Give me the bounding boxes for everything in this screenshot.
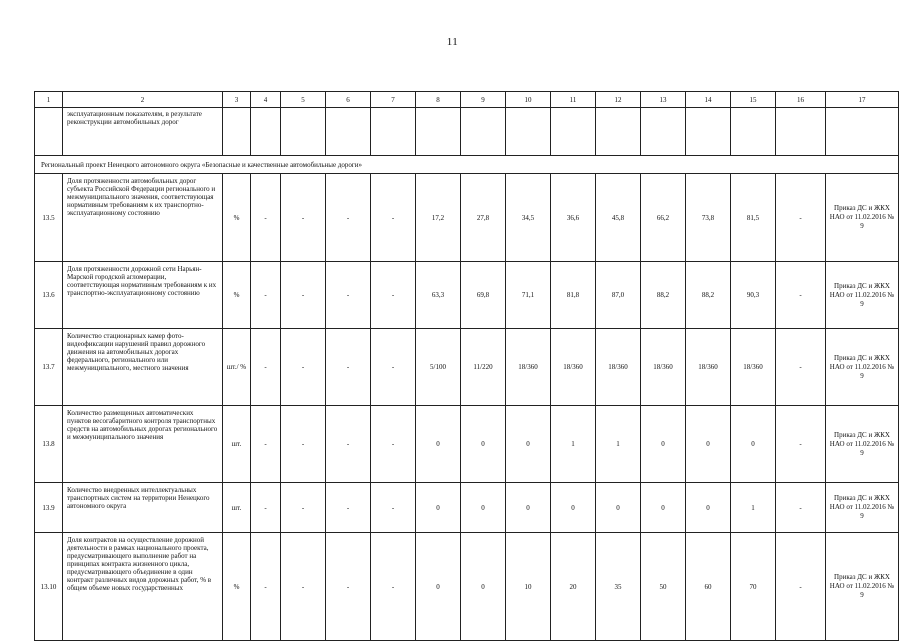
column-header: 5 <box>281 92 326 108</box>
value-cell: 0 <box>686 483 731 533</box>
value-cell: 0 <box>596 483 641 533</box>
indicator-name: Доля протяженности дорожной сети Нарьян-Марской городской агломерации, соответствующая нормативным требованиям к их транспортно-эксплуатационному состоянию <box>63 262 223 329</box>
value-cell: - <box>251 262 281 329</box>
row-number: 13.6 <box>35 262 63 329</box>
unit-cell: шт. <box>223 483 251 533</box>
value-cell: 63,3 <box>416 262 461 329</box>
column-header: 15 <box>731 92 776 108</box>
unit-cell: % <box>223 533 251 641</box>
value-cell: - <box>281 329 326 406</box>
value-cell: - <box>776 406 826 483</box>
value-cell: - <box>251 533 281 641</box>
value-cell: 88,2 <box>641 262 686 329</box>
column-header: 9 <box>461 92 506 108</box>
value-cell: - <box>281 262 326 329</box>
indicator-name: Количество размещенных автоматических пунктов весогабаритного контроля транспортных средств на автомобильных дорогах регионального и межмуниципального значения <box>63 406 223 483</box>
value-cell: - <box>371 533 416 641</box>
value-cell: - <box>281 533 326 641</box>
unit-cell: % <box>223 174 251 262</box>
value-cell: 0 <box>416 483 461 533</box>
value-cell: - <box>371 329 416 406</box>
column-header: 17 <box>826 92 899 108</box>
value-cell: - <box>326 406 371 483</box>
table-row <box>35 406 899 483</box>
unit-cell: % <box>223 262 251 329</box>
value-cell: 73,8 <box>686 174 731 262</box>
basis-cell: Приказ ДС и ЖКХ НАО от 11.02.2016 № 9 <box>826 406 899 483</box>
value-cell: - <box>251 483 281 533</box>
value-cell: - <box>776 174 826 262</box>
continuation-row <box>35 108 899 156</box>
value-cell: 0 <box>461 483 506 533</box>
basis-cell: Приказ ДС и ЖКХ НАО от 11.02.2016 № 9 <box>826 329 899 406</box>
value-cell: 18/360 <box>551 329 596 406</box>
value-cell: - <box>776 483 826 533</box>
value-cell: 0 <box>686 406 731 483</box>
value-cell: - <box>371 406 416 483</box>
continuation-name: эксплуатационным показателям, в результате реконструкции автомобильных дорог <box>63 108 223 156</box>
value-cell: - <box>371 174 416 262</box>
value-cell: 0 <box>506 483 551 533</box>
value-cell: - <box>326 262 371 329</box>
column-header: 2 <box>63 92 223 108</box>
value-cell: 10 <box>506 533 551 641</box>
basis-cell: Приказ ДС и ЖКХ НАО от 11.02.2016 № 9 <box>826 174 899 262</box>
value-cell: 0 <box>506 406 551 483</box>
value-cell: - <box>776 329 826 406</box>
basis-cell: Приказ ДС и ЖКХ НАО от 11.02.2016 № 9 <box>826 533 899 641</box>
value-cell: 0 <box>461 406 506 483</box>
row-number: 13.10 <box>35 533 63 641</box>
value-cell: 0 <box>551 483 596 533</box>
value-cell: 18/360 <box>731 329 776 406</box>
value-cell: 69,8 <box>461 262 506 329</box>
value-cell: - <box>776 533 826 641</box>
value-cell: 60 <box>686 533 731 641</box>
value-cell: 45,8 <box>596 174 641 262</box>
indicators-table <box>34 91 899 641</box>
table-row <box>35 262 899 329</box>
value-cell: - <box>281 406 326 483</box>
unit-cell: шт. <box>223 406 251 483</box>
value-cell: 27,8 <box>461 174 506 262</box>
column-header: 11 <box>551 92 596 108</box>
value-cell: 50 <box>641 533 686 641</box>
column-header: 13 <box>641 92 686 108</box>
value-cell: 81,8 <box>551 262 596 329</box>
column-header: 1 <box>35 92 63 108</box>
row-number: 13.5 <box>35 174 63 262</box>
value-cell: 0 <box>641 406 686 483</box>
value-cell: - <box>371 483 416 533</box>
value-cell: 35 <box>596 533 641 641</box>
value-cell: 36,6 <box>551 174 596 262</box>
basis-cell: Приказ ДС и ЖКХ НАО от 11.02.2016 № 9 <box>826 483 899 533</box>
column-header: 14 <box>686 92 731 108</box>
value-cell: - <box>326 329 371 406</box>
value-cell: 66,2 <box>641 174 686 262</box>
indicator-name: Количество внедренных интеллектуальных транспортных систем на территории Ненецкого автономного округа <box>63 483 223 533</box>
indicator-name: Количество стационарных камер фото-видеофиксации нарушений правил дорожного движения на автомобильных дорогах федерального, регионального или межмуниципального, местного значения <box>63 329 223 406</box>
table-row <box>35 174 899 262</box>
value-cell: - <box>251 406 281 483</box>
column-header: 6 <box>326 92 371 108</box>
value-cell: 88,2 <box>686 262 731 329</box>
value-cell: - <box>776 262 826 329</box>
indicator-name: Доля контрактов на осуществление дорожной деятельности в рамках национального проекта, предусматривающего выполнение работ на принципах контракта жизненного цикла, предусматривающего объединение в один контракт различных видов дорожных работ, % в общем объеме новых государственных <box>63 533 223 641</box>
header-row <box>35 92 899 108</box>
value-cell: 18/360 <box>506 329 551 406</box>
value-cell: 0 <box>416 406 461 483</box>
value-cell: - <box>281 483 326 533</box>
value-cell: 18/360 <box>686 329 731 406</box>
column-header: 10 <box>506 92 551 108</box>
table-row <box>35 329 899 406</box>
value-cell: - <box>326 533 371 641</box>
value-cell: 11/220 <box>461 329 506 406</box>
value-cell: - <box>371 262 416 329</box>
value-cell: 17,2 <box>416 174 461 262</box>
value-cell: 1 <box>551 406 596 483</box>
value-cell: - <box>251 174 281 262</box>
table-row <box>35 533 899 641</box>
column-header: 16 <box>776 92 826 108</box>
section-row <box>35 156 899 174</box>
unit-cell: шт./ % <box>223 329 251 406</box>
value-cell: 20 <box>551 533 596 641</box>
page-number: 11 <box>446 36 459 48</box>
value-cell: 1 <box>731 483 776 533</box>
column-header: 12 <box>596 92 641 108</box>
value-cell: 70 <box>731 533 776 641</box>
column-header: 8 <box>416 92 461 108</box>
value-cell: 1 <box>596 406 641 483</box>
value-cell: 87,0 <box>596 262 641 329</box>
column-header: 4 <box>251 92 281 108</box>
row-number: 13.8 <box>35 406 63 483</box>
value-cell: - <box>281 174 326 262</box>
value-cell: 0 <box>731 406 776 483</box>
value-cell: 5/100 <box>416 329 461 406</box>
row-number: 13.7 <box>35 329 63 406</box>
value-cell: 90,3 <box>731 262 776 329</box>
value-cell: 0 <box>461 533 506 641</box>
row-number: 13.9 <box>35 483 63 533</box>
value-cell: 18/360 <box>641 329 686 406</box>
value-cell: - <box>326 174 371 262</box>
value-cell: 34,5 <box>506 174 551 262</box>
indicator-name: Доля протяженности автомобильных дорог субъекта Российской Федерации регионального и межмуниципального значения, соответствующая нормативным требованиям к их транспортно-эксплуатационному состоянию <box>63 174 223 262</box>
value-cell: 71,1 <box>506 262 551 329</box>
value-cell: 0 <box>641 483 686 533</box>
value-cell: - <box>251 329 281 406</box>
column-header: 3 <box>223 92 251 108</box>
basis-cell: Приказ ДС и ЖКХ НАО от 11.02.2016 № 9 <box>826 262 899 329</box>
value-cell: 0 <box>416 533 461 641</box>
value-cell: 18/360 <box>596 329 641 406</box>
value-cell: - <box>326 483 371 533</box>
table-row <box>35 483 899 533</box>
column-header: 7 <box>371 92 416 108</box>
section-title: Региональный проект Ненецкого автономного округа «Безопасные и качественные автомобильные дороги» <box>35 156 899 174</box>
value-cell: 81,5 <box>731 174 776 262</box>
